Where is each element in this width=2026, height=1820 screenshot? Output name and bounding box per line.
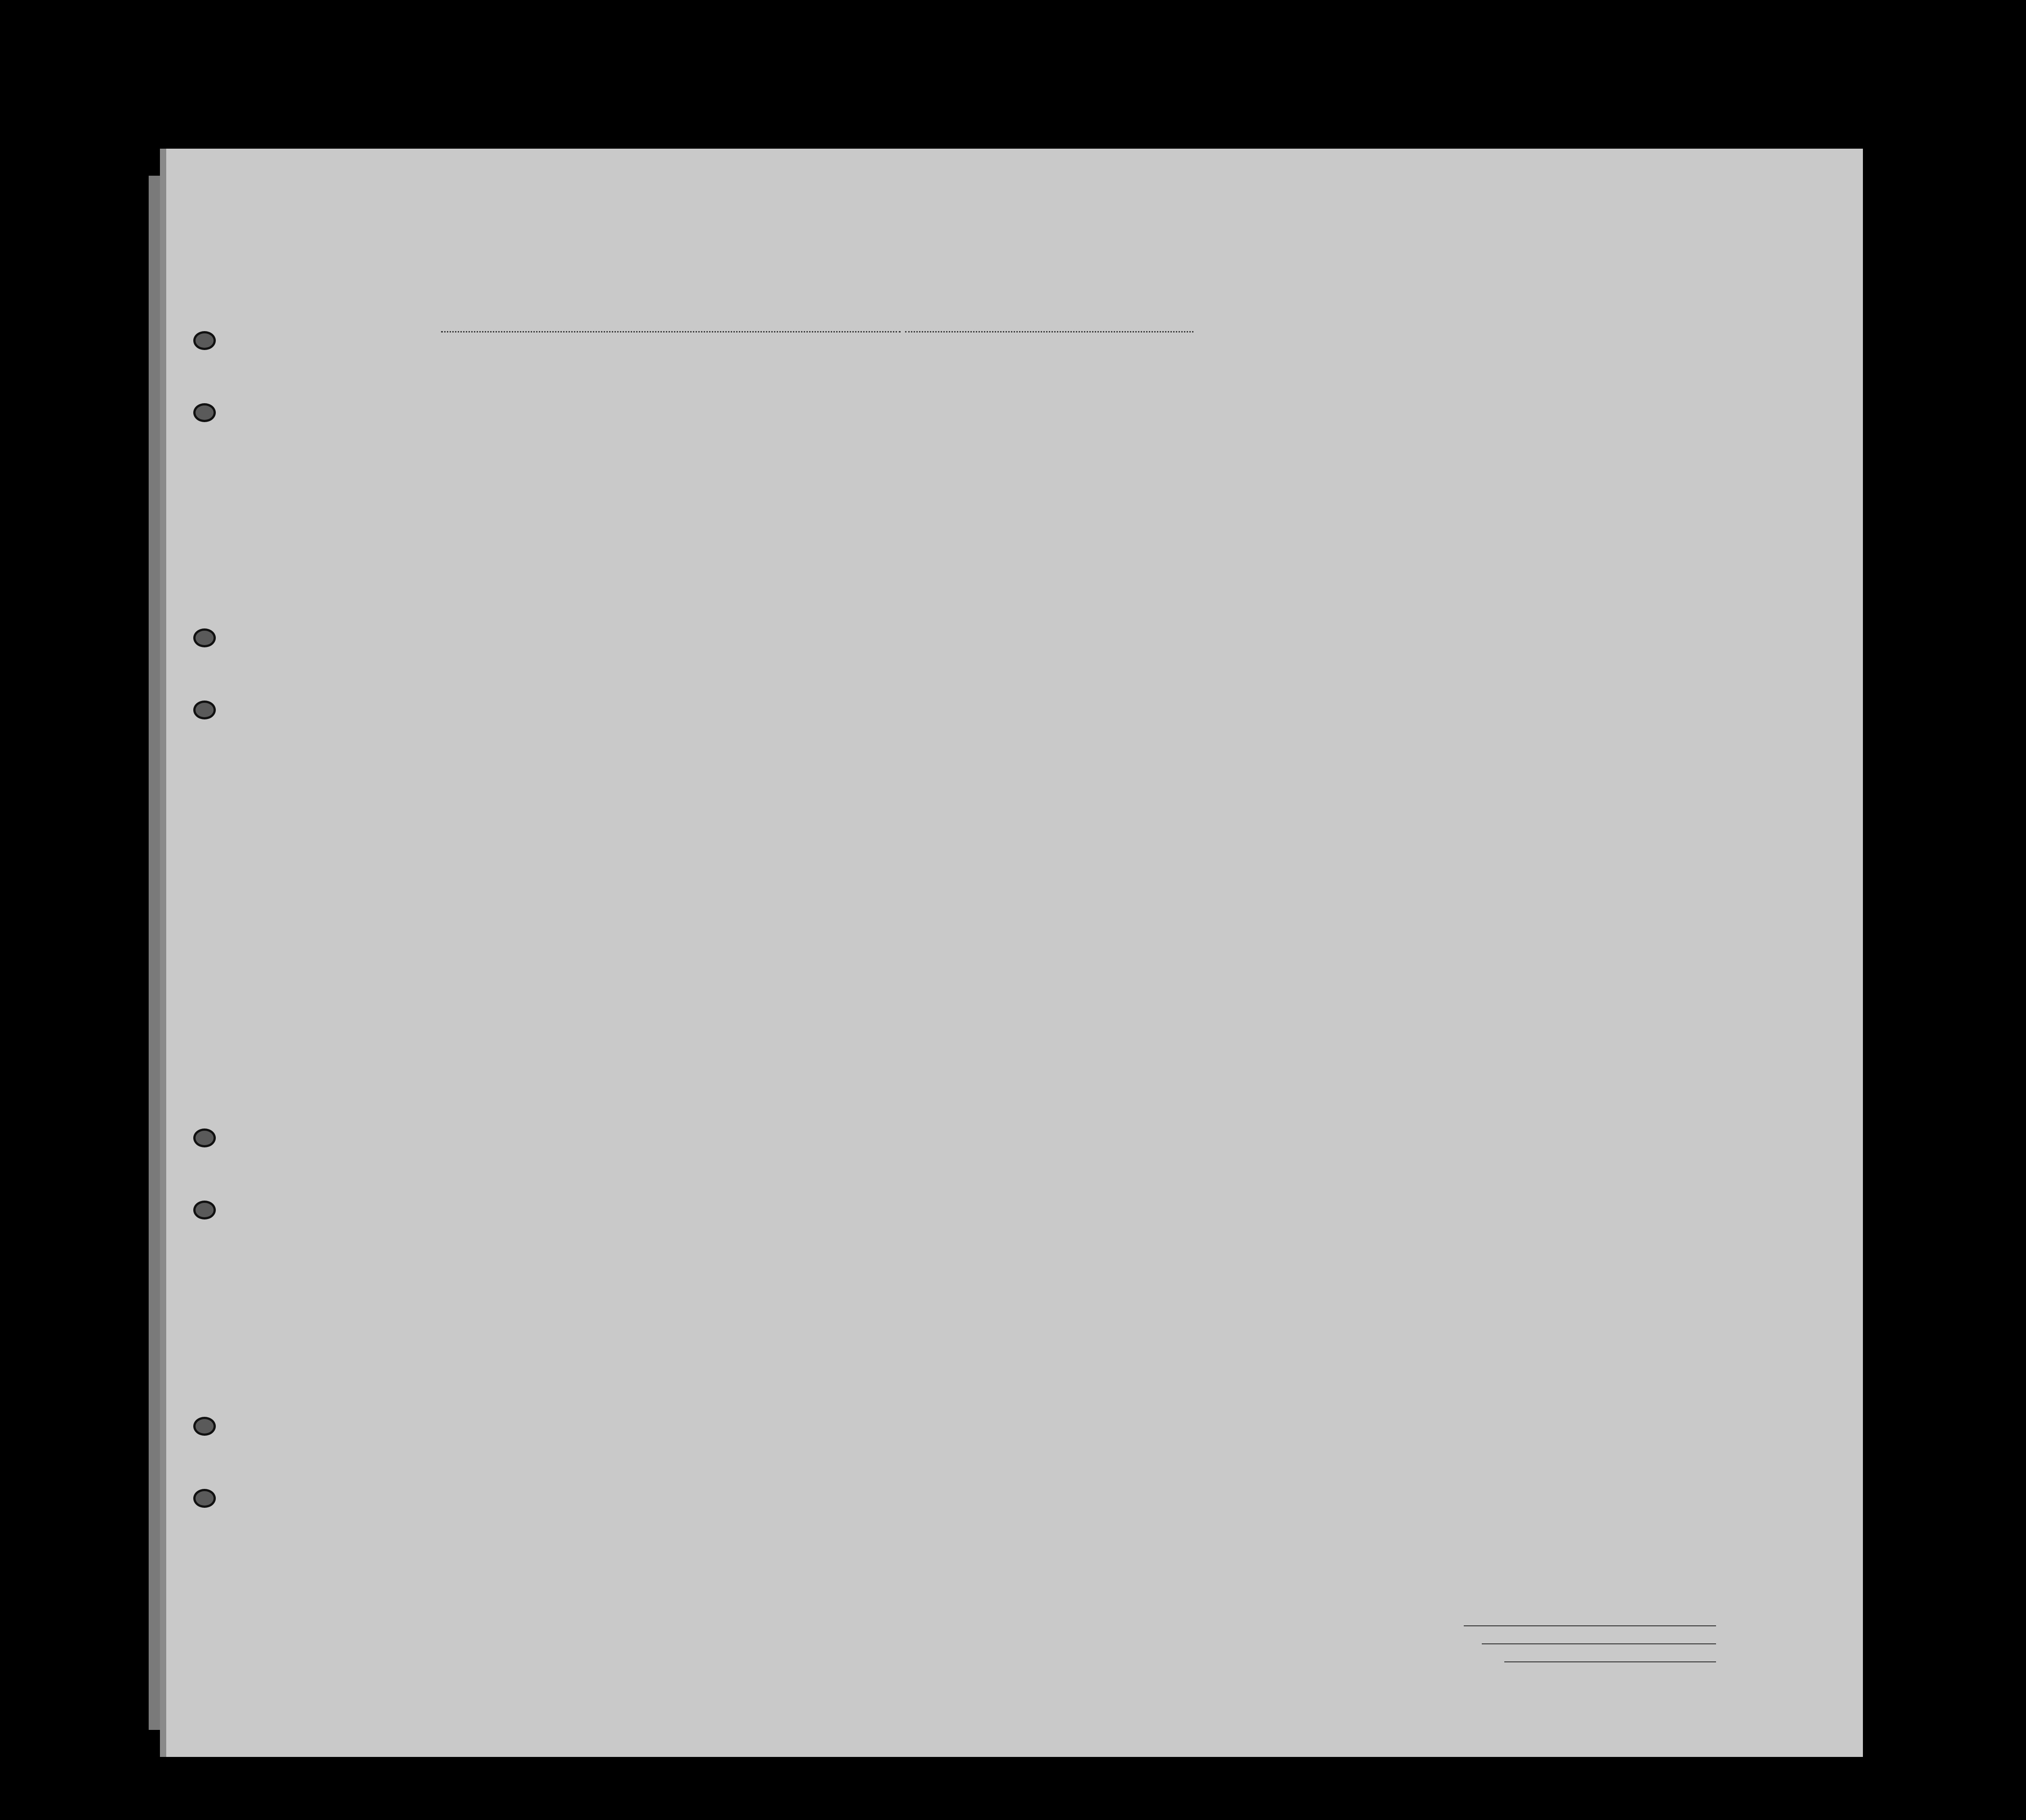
manifest-sheet	[160, 149, 1863, 1757]
footer-local-agents-rule	[1504, 1661, 1716, 1662]
footer-owners-rule	[1482, 1643, 1716, 1644]
table-grid	[166, 149, 1869, 1757]
footer-line-rule	[1464, 1625, 1716, 1626]
